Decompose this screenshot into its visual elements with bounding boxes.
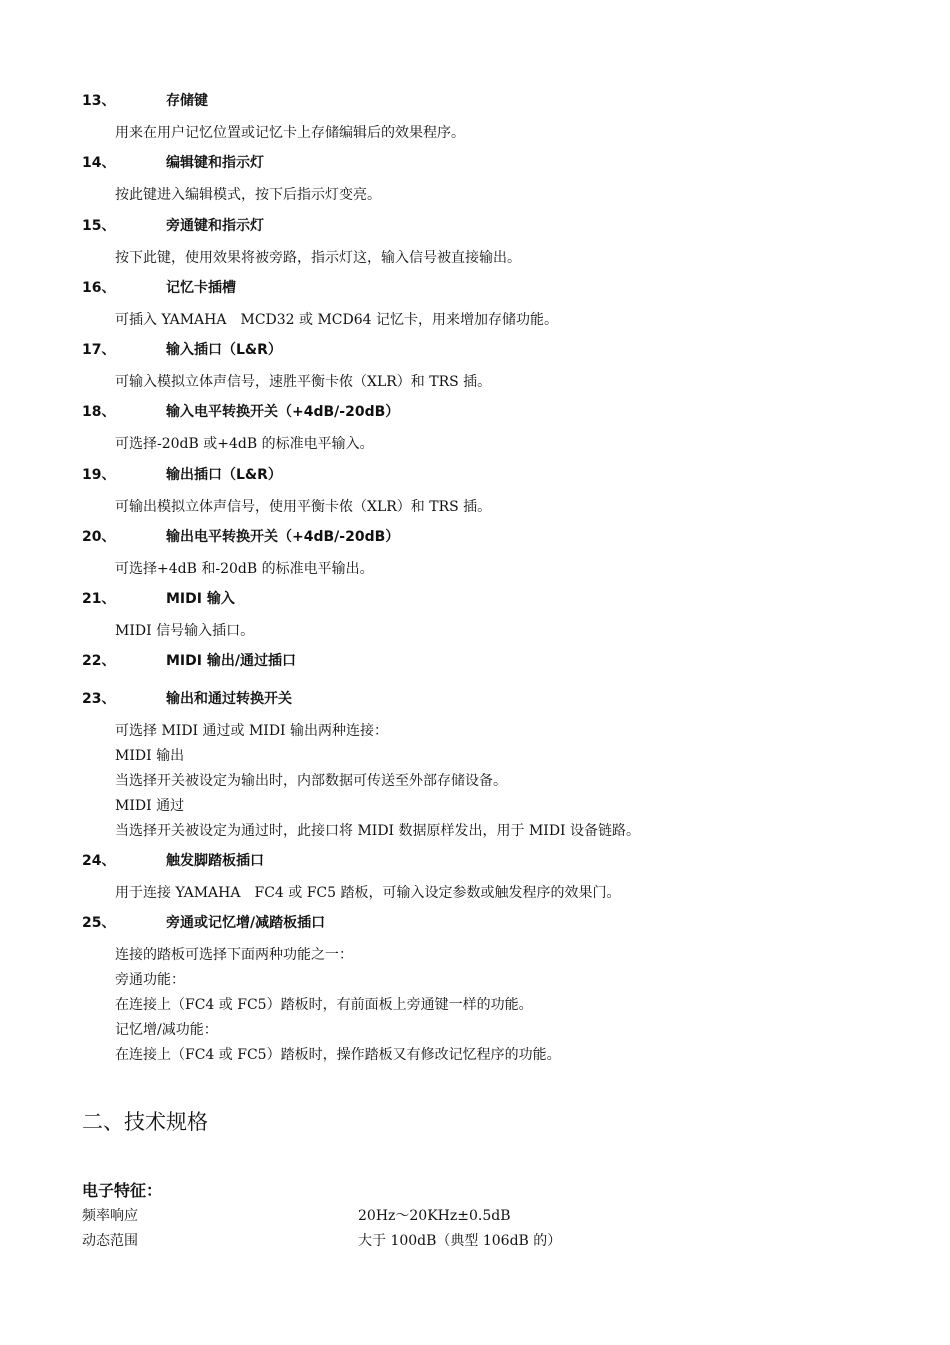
item-number: 19、: [82, 467, 116, 483]
item-number: 13、: [82, 93, 116, 109]
description-line: 在连接上（FC4 或 FC5）踏板时，操作踏板又有修改记忆程序的功能。: [115, 1047, 561, 1063]
item-description: [115, 308, 558, 333]
item-description: [115, 881, 621, 906]
item-title: 存储键: [166, 93, 208, 109]
description-line: MIDI 通过: [115, 798, 185, 814]
item-description: [115, 619, 254, 644]
item-description: [115, 370, 491, 395]
item-description: [115, 943, 561, 1068]
description-line: 在连接上（FC4 或 FC5）踏板时，有前面板上旁通键一样的功能。: [115, 997, 533, 1013]
item-number: 17、: [82, 342, 116, 358]
item-title: 编辑键和指示灯: [166, 155, 264, 171]
item-title: 旁通或记忆增/减踏板插口: [166, 915, 326, 931]
item-description: [115, 121, 465, 146]
description-line: 可输出模拟立体声信号，使用平衡卡侬（XLR）和 TRS 插。: [115, 499, 492, 515]
item-number: 20、: [82, 529, 116, 545]
item-description: [115, 557, 374, 582]
description-line: 按下此键，使用效果将被旁路，指示灯这，输入信号被直接输出。: [115, 250, 521, 266]
description-line: 按此键进入编辑模式，按下后指示灯变亮。: [115, 187, 381, 203]
spec-label: 频率响应: [82, 1208, 138, 1224]
spec-value: 20Hz～20KHz±0.5dB: [358, 1208, 511, 1224]
item-title: 输出插口（L&R）: [166, 467, 282, 483]
item-number: 25、: [82, 915, 116, 931]
item-title: 输入电平转换开关（+4dB/-20dB）: [166, 404, 400, 420]
item-description: [115, 719, 640, 844]
item-title: 旁通键和指示灯: [166, 218, 264, 234]
item-title: MIDI 输出/通过插口: [166, 653, 296, 669]
spec-value: 大于 100dB（典型 106dB 的）: [358, 1233, 562, 1249]
specs-heading: 电子特征：: [82, 1181, 163, 1200]
description-line: 当选择开关被设定为输出时，内部数据可传送至外部存储设备。: [115, 773, 507, 789]
description-line: 连接的踏板可选择下面两种功能之一：: [115, 947, 353, 963]
description-line: 用来在用户记忆位置或记忆卡上存储编辑后的效果程序。: [115, 125, 465, 141]
description-line: MIDI 信号输入插口。: [115, 623, 255, 639]
item-title: 输出和通过转换开关: [166, 691, 292, 707]
description-line: 可插入 YAMAHA MCD32 或 MCD64 记忆卡，用来增加存储功能。: [115, 312, 559, 328]
description-line: 可选择 MIDI 通过或 MIDI 输出两种连接：: [115, 723, 389, 739]
item-number: 16、: [82, 280, 116, 296]
item-title: 输入插口（L&R）: [166, 342, 282, 358]
item-description: [115, 183, 381, 208]
item-number: 14、: [82, 155, 116, 171]
description-line: 当选择开关被设定为通过时，此接口将 MIDI 数据原样发出，用于 MIDI 设备链路。: [115, 823, 641, 839]
item-number: 18、: [82, 404, 116, 420]
description-line: 用于连接 YAMAHA FC4 或 FC5 踏板，可输入设定参数或触发程序的效果门。: [115, 885, 621, 901]
item-description: [115, 246, 521, 271]
item-number: 22、: [82, 653, 116, 669]
description-line: 记忆增/减功能：: [115, 1022, 218, 1038]
spec-label: 动态范围: [82, 1233, 138, 1249]
item-title: 触发脚踏板插口: [166, 853, 264, 869]
description-line: MIDI 输出: [115, 748, 185, 764]
item-number: 15、: [82, 218, 116, 234]
item-description: [115, 495, 491, 520]
section-title: 二、技术规格: [82, 1110, 208, 1134]
description-line: 旁通功能：: [115, 972, 185, 988]
description-line: 可选择+4dB 和-20dB 的标准电平输出。: [115, 561, 374, 577]
item-number: 23、: [82, 691, 116, 707]
item-title: 输出电平转换开关（+4dB/-20dB）: [166, 529, 400, 545]
item-title: MIDI 输入: [166, 591, 235, 607]
item-description: [115, 432, 374, 457]
item-title: 记忆卡插槽: [166, 280, 236, 296]
description-line: 可选择-20dB 或+4dB 的标准电平输入。: [115, 436, 374, 452]
description-line: 可输入模拟立体声信号，速胜平衡卡侬（XLR）和 TRS 插。: [115, 374, 492, 390]
item-number: 24、: [82, 853, 116, 869]
item-number: 21、: [82, 591, 116, 607]
